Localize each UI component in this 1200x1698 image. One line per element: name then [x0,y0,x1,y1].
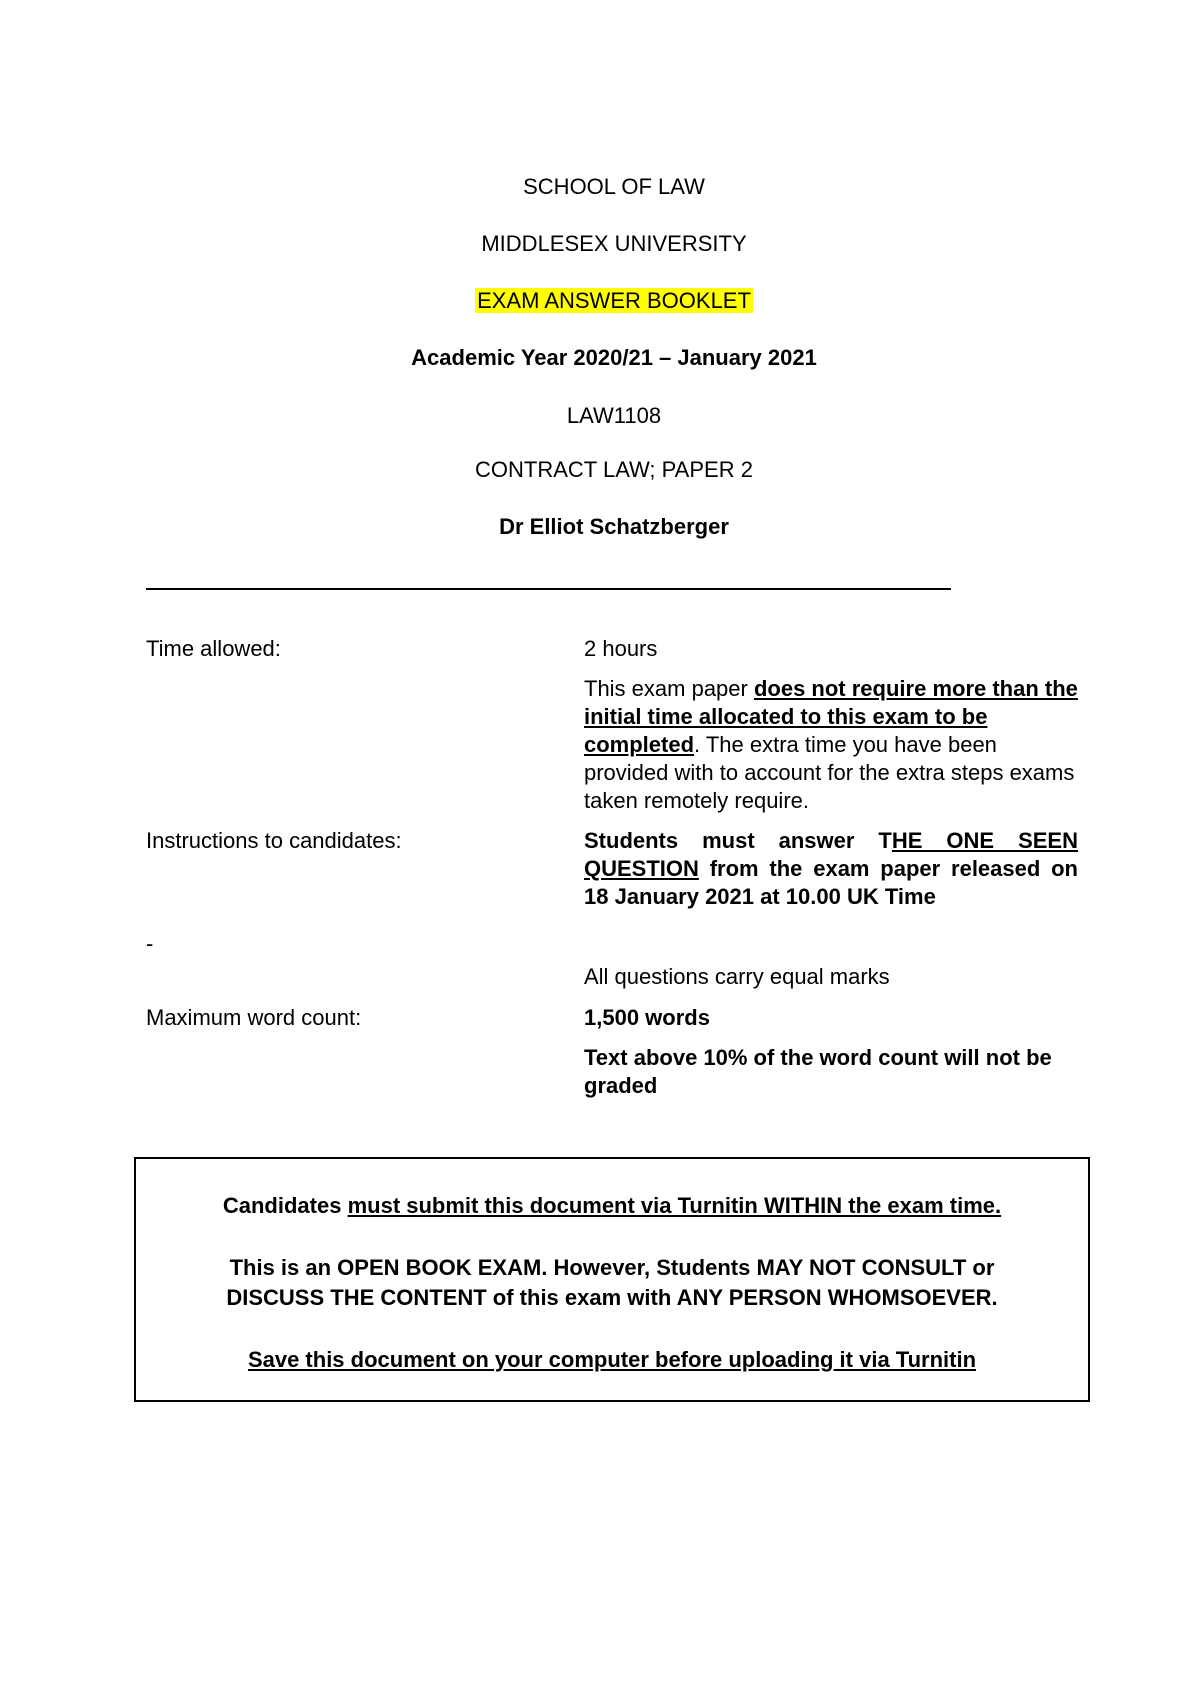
open-book-line-2: DISCUSS THE CONTENT of this exam with ANY PERSON WHOMSOEVER. [226,1285,998,1310]
instructions-suffix: from the exam paper released on 18 January 2021 at 10.00 UK Time [584,856,1078,909]
university-name: MIDDLESEX UNIVERSITY [481,231,747,256]
marks-note: All questions carry equal marks [584,964,890,989]
time-note-suffix: . The extra time you have been provided with to account for the extra steps exams taken remotely require. [584,732,1075,813]
time-allowed-value: 2 hours [584,636,658,661]
instructions-prefix: Students must answer T [584,828,892,853]
booklet-title: EXAM ANSWER BOOKLET [477,288,751,313]
instructions-text [584,827,1078,911]
time-note [584,675,1078,815]
submit-prefix: Candidates [222,1193,348,1218]
school-name: SCHOOL OF LAW [523,174,705,199]
time-note-emphasis: does not require more than the initial time allocated to this exam to be completed [584,676,1078,757]
word-count-note: Text above 10% of the word count will not be graded [584,1045,1052,1098]
save-instruction-line [136,1345,1088,1375]
booklet-title-line [0,288,1200,314]
dash-marker: - [146,931,154,956]
instructions-label: Instructions to candidates: [146,828,402,853]
time-note-prefix: This exam paper [584,676,754,701]
horizontal-divider [146,588,951,590]
module-title: CONTRACT LAW; PAPER 2 [475,457,753,482]
instructions-emphasis: HE ONE SEEN QUESTION [584,828,1078,881]
academic-year: Academic Year 2020/21 – January 2021 [411,345,817,370]
notice-box [134,1157,1090,1402]
save-instruction: Save this document on your computer before uploading it via Turnitin [247,1347,977,1372]
lecturer-name: Dr Elliot Schatzberger [499,514,729,539]
time-allowed-label: Time allowed: [146,636,281,661]
module-code: LAW1108 [566,403,662,428]
submit-emphasis: must submit this document via Turnitin WITHIN the exam time. [347,1193,1002,1218]
word-count-value: 1,500 words [584,1005,710,1030]
open-book-line-1: This is an OPEN BOOK EXAM. However, Students MAY NOT CONSULT or [229,1255,995,1280]
submit-instruction [136,1191,1088,1221]
word-count-label: Maximum word count: [146,1005,362,1030]
